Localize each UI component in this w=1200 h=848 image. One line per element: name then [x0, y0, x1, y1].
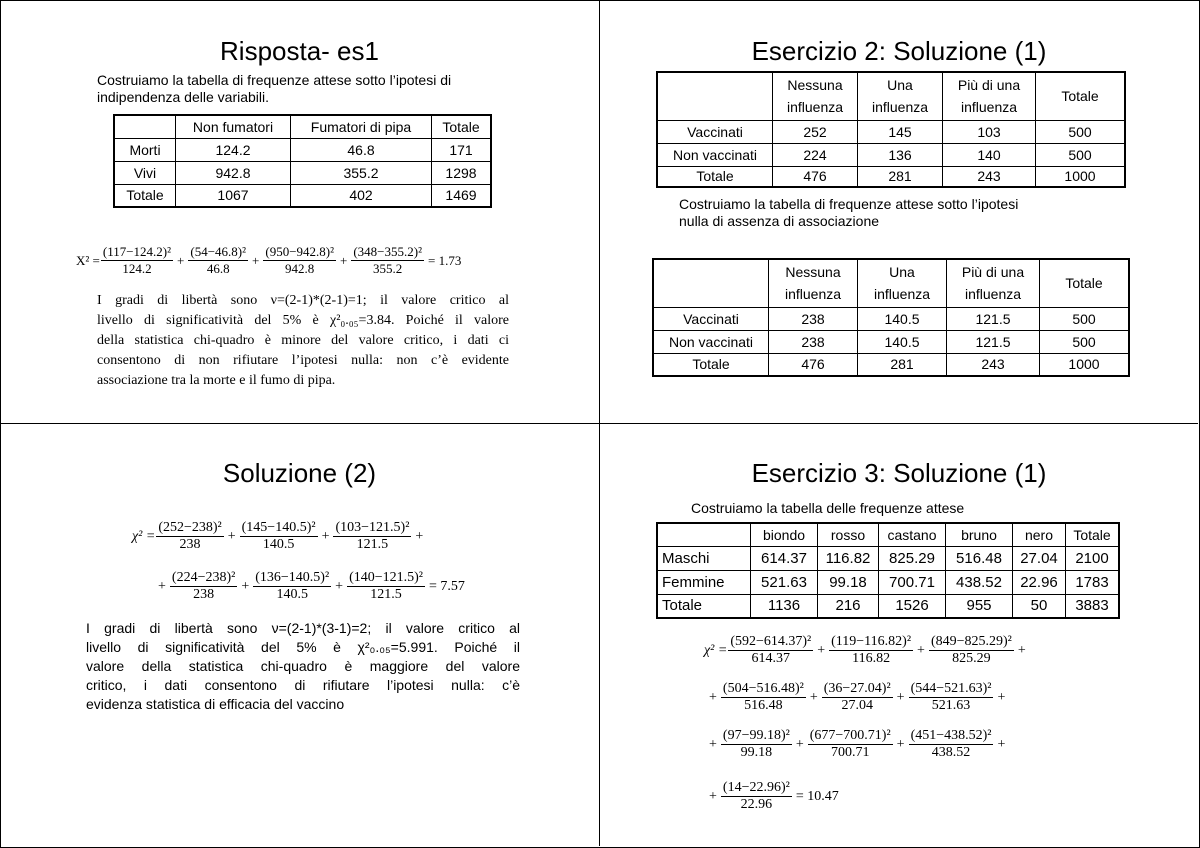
eq-plus: + — [997, 736, 1006, 752]
eq-num: (677−700.71)² — [809, 728, 891, 743]
table-header-row — [114, 115, 491, 138]
table-cell: 500 — [1036, 143, 1126, 166]
q4-equation-line-2 — [706, 681, 1008, 714]
text-line: Costruiamo la tabella di frequenze attese sotto l’ipotesi — [679, 196, 1019, 212]
q2-observed-table — [656, 71, 1126, 188]
paragraph-line: della statistica chi-quadro è minore del valore critico, i dati ci — [97, 333, 509, 348]
table-cell: 99.18 — [818, 570, 879, 594]
table-cell: 476 — [769, 353, 858, 376]
q1-intro — [97, 72, 537, 106]
table-cell: 252 — [773, 120, 858, 143]
table-cell: rosso — [818, 523, 879, 546]
paragraph-line: livello di significatività del 5% è χ²₀.₀₅=3.84. Poiché il valore — [97, 313, 509, 328]
table-cell: 140.5 — [858, 330, 947, 353]
eq-lhs: χ² = — [704, 642, 728, 658]
table-cell: Totale — [114, 184, 176, 207]
table-cell: 121.5 — [947, 330, 1040, 353]
eq-plus: + — [158, 578, 166, 594]
eq-den: 942.8 — [285, 261, 315, 276]
q3-equation-line-1 — [132, 520, 426, 553]
eq-den: 27.04 — [841, 698, 873, 713]
eq-fraction — [909, 681, 994, 714]
table-cell: Vaccinati — [653, 307, 769, 330]
table-row — [653, 330, 1129, 353]
eq-num: (849−825.29)² — [930, 634, 1012, 649]
eq-plus: + — [709, 736, 717, 752]
table-cell: 171 — [432, 138, 492, 161]
table-header-row — [653, 259, 1129, 307]
eq-fraction — [333, 520, 411, 553]
eq-plus: + — [817, 642, 826, 658]
table-cell: Totale — [1040, 259, 1130, 307]
table-cell: 121.5 — [947, 307, 1040, 330]
table-cell: 825.29 — [879, 546, 946, 570]
eq-lhs: χ² = — [132, 528, 156, 544]
table-header-row — [657, 523, 1119, 546]
table-cell: 614.37 — [751, 546, 818, 570]
eq-plus: + — [335, 578, 344, 594]
eq-fraction — [188, 244, 248, 277]
paragraph-line: consentono di non rifiutare l’ipotesi nulla: non c’è evidente — [97, 353, 509, 368]
eq-den: 825.29 — [952, 651, 991, 666]
table-cell: 1783 — [1066, 570, 1120, 594]
eq-num: (14−22.96)² — [722, 780, 790, 795]
eq-fraction — [101, 244, 173, 277]
table-cell: 124.2 — [176, 138, 291, 161]
table-cell: nero — [1013, 523, 1066, 546]
table-cell: 281 — [858, 166, 943, 187]
eq-den: 121.5 — [356, 537, 389, 552]
table-cell: 238 — [769, 330, 858, 353]
table-cell: Non vaccinati — [657, 143, 773, 166]
table-cell: Vivi — [114, 161, 176, 184]
table-cell: 136 — [858, 143, 943, 166]
table-cell: 1469 — [432, 184, 492, 207]
table-cell: 942.8 — [176, 161, 291, 184]
table-cell: 243 — [943, 166, 1036, 187]
table-cell: 3883 — [1066, 594, 1120, 618]
table-cell: Totale — [657, 166, 773, 187]
eq-num: (103−121.5)² — [335, 520, 410, 535]
eq-plus: + — [896, 689, 905, 705]
eq-num: (451−438.52)² — [910, 728, 992, 743]
table-cell: 224 — [773, 143, 858, 166]
eq-num: (592−614.37)² — [730, 634, 812, 649]
eq-fraction — [156, 520, 223, 553]
table-cell: 1067 — [176, 184, 291, 207]
table-cell: 103 — [943, 120, 1036, 143]
eq-result: = 10.47 — [795, 788, 839, 804]
eq-fraction — [728, 634, 813, 667]
eq-den: 238 — [193, 587, 215, 602]
eq-den: 238 — [179, 537, 201, 552]
q4-equation-line-3 — [706, 728, 1008, 761]
table-cell: 1000 — [1036, 166, 1126, 187]
table-cell: Totale — [653, 353, 769, 376]
table-cell: 50 — [1013, 594, 1066, 618]
q3-equation-line-2 — [155, 570, 468, 603]
q1-intro-line: Costruiamo la tabella di frequenze attese sotto l’ipotesi di — [97, 72, 452, 88]
table-cell: 281 — [858, 353, 947, 376]
eq-fraction — [929, 634, 1014, 667]
table-cell: 516.48 — [946, 546, 1013, 570]
table-cell: Vaccinati — [657, 120, 773, 143]
q1-conclusion — [97, 291, 509, 391]
eq-plus: + — [709, 788, 717, 804]
table-cell: 521.63 — [751, 570, 818, 594]
eq-fraction — [822, 681, 893, 714]
eq-fraction — [263, 244, 336, 277]
table-row — [657, 143, 1125, 166]
eq-plus: + — [809, 689, 818, 705]
horizontal-divider — [0, 423, 1198, 424]
table-cell: 22.96 — [1013, 570, 1066, 594]
paragraph-line: associazione tra la morte e il fumo di pipa. — [97, 373, 336, 388]
eq-num: (140−121.5)² — [349, 570, 423, 585]
table-row — [657, 546, 1119, 570]
table-header-row — [657, 72, 1125, 120]
eq-den: 614.37 — [751, 651, 791, 666]
eq-den: 46.8 — [206, 261, 230, 276]
eq-plus: + — [997, 689, 1006, 705]
q3-conclusion — [86, 619, 520, 714]
table-cell: 476 — [773, 166, 858, 187]
table-cell: 46.8 — [291, 138, 432, 161]
table-cell: 140 — [943, 143, 1036, 166]
eq-num: (36−27.04)² — [823, 681, 891, 696]
table-row — [653, 353, 1129, 376]
eq-den: 121.5 — [370, 587, 402, 602]
table-cell: Maschi — [657, 546, 751, 570]
paragraph-line: evidenza statistica di efficacia del vaccino — [86, 696, 345, 712]
table-cell — [657, 523, 751, 546]
eq-fraction — [253, 570, 331, 603]
table-cell: 402 — [291, 184, 432, 207]
table-cell: Totale — [1036, 72, 1126, 120]
eq-num: (224−238)² — [171, 570, 236, 585]
eq-den: 124.2 — [122, 261, 152, 276]
eq-num: (119−116.82)² — [831, 634, 912, 649]
table-cell: 500 — [1036, 120, 1126, 143]
paragraph-line: I gradi di libertà sono ν=(2-1)*(3-1)=2; il valore critico al — [86, 620, 520, 636]
table-cell: 216 — [818, 594, 879, 618]
table-row — [657, 594, 1119, 618]
eq-plus: + — [795, 736, 804, 752]
q2-expected-table — [652, 258, 1130, 377]
eq-num: (348−355.2)² — [353, 244, 422, 259]
table-row — [114, 184, 491, 207]
table-cell: 145 — [858, 120, 943, 143]
table-cell: Fumatori di pipa — [291, 115, 432, 138]
table-cell: 116.82 — [818, 546, 879, 570]
eq-fraction — [347, 570, 425, 603]
table-row — [657, 166, 1125, 187]
eq-num: (504−516.48)² — [722, 681, 804, 696]
table-cell: bruno — [946, 523, 1013, 546]
table-row — [657, 120, 1125, 143]
eq-fraction — [721, 681, 806, 714]
eq-den: 99.18 — [740, 745, 773, 760]
eq-result: = 7.57 — [428, 578, 465, 594]
table-cell: Totale — [1066, 523, 1120, 546]
q4-title: Esercizio 3: Soluzione (1) — [751, 458, 1047, 488]
q2-mid-text — [679, 196, 1099, 230]
eq-den: 700.71 — [830, 745, 870, 760]
paragraph-line: critico, i dati consentono di rifiutare l’ipotesi nulla: c’è — [86, 677, 520, 693]
q4-expected-table — [656, 522, 1120, 619]
q4-equation-line-1 — [704, 634, 1029, 667]
eq-plus: + — [177, 252, 185, 268]
table-cell: 140.5 — [858, 307, 947, 330]
eq-num: (950−942.8)² — [265, 244, 334, 259]
eq-lhs: X² = — [76, 252, 100, 268]
eq-den: 516.48 — [744, 698, 783, 713]
eq-plus: + — [252, 252, 260, 268]
table-cell: 438.52 — [946, 570, 1013, 594]
eq-plus: + — [415, 528, 424, 544]
q1-title: Risposta- es1 — [220, 36, 379, 66]
table-cell: 500 — [1040, 307, 1130, 330]
table-cell: Nessuna influenza — [773, 72, 858, 120]
table-cell: Totale — [657, 594, 751, 618]
eq-fraction — [721, 728, 792, 761]
eq-plus: + — [340, 252, 348, 268]
table-cell — [114, 115, 176, 138]
table-cell — [653, 259, 769, 307]
eq-den: 22.96 — [740, 797, 773, 812]
table-cell: 1526 — [879, 594, 946, 618]
table-cell — [657, 72, 773, 120]
table-cell: Una influenza — [858, 72, 943, 120]
table-cell: Non fumatori — [176, 115, 291, 138]
eq-plus: + — [917, 642, 925, 658]
eq-den: 355.2 — [373, 261, 403, 276]
table-cell: Femmine — [657, 570, 751, 594]
table-cell: Nessuna influenza — [769, 259, 858, 307]
table-cell: biondo — [751, 523, 818, 546]
table-row — [114, 161, 491, 184]
paragraph-line: livello di significatività del 5% è χ²₀.₀₅=5.991. Poiché il — [86, 639, 520, 655]
q2-title: Esercizio 2: Soluzione (1) — [751, 36, 1047, 66]
eq-den: 140.5 — [262, 537, 295, 552]
table-cell: 2100 — [1066, 546, 1120, 570]
eq-den: 140.5 — [276, 587, 308, 602]
eq-plus: + — [321, 528, 330, 544]
table-row — [657, 570, 1119, 594]
eq-fraction — [909, 728, 994, 761]
table-cell: 243 — [947, 353, 1040, 376]
q3-title: Soluzione (2) — [222, 458, 377, 488]
table-cell: Una influenza — [858, 259, 947, 307]
table-cell: 500 — [1040, 330, 1130, 353]
table-cell: Totale — [432, 115, 492, 138]
eq-fraction — [170, 570, 237, 603]
table-cell: Non vaccinati — [653, 330, 769, 353]
eq-num: (544−521.63)² — [910, 681, 992, 696]
eq-den: 438.52 — [931, 745, 971, 760]
eq-num: (136−140.5)² — [255, 570, 330, 585]
q4-intro: Costruiamo la tabella delle frequenze attese — [691, 500, 965, 516]
eq-num: (117−124.2)² — [102, 244, 172, 259]
q4-equation-line-4 — [706, 780, 842, 813]
table-cell: Più di una influenza — [943, 72, 1036, 120]
eq-plus: + — [227, 528, 236, 544]
paragraph-line: valore della statistica chi-quadro è maggiore del valore — [86, 658, 520, 674]
text-line: nulla di assenza di associazione — [679, 213, 880, 229]
eq-fraction — [351, 244, 424, 277]
table-cell: 1000 — [1040, 353, 1130, 376]
eq-plus: + — [896, 736, 905, 752]
table-cell: 1298 — [432, 161, 492, 184]
eq-num: (97−99.18)² — [722, 728, 790, 743]
eq-fraction — [829, 634, 913, 667]
eq-fraction — [808, 728, 893, 761]
table-cell: 700.71 — [879, 570, 946, 594]
q1-chi-square-equation — [76, 244, 464, 277]
eq-plus: + — [709, 689, 717, 705]
eq-result: = 1.73 — [427, 252, 462, 268]
table-cell: castano — [879, 523, 946, 546]
eq-fraction — [240, 520, 318, 553]
table-cell: 1136 — [751, 594, 818, 618]
eq-plus: + — [1017, 642, 1026, 658]
table-row — [114, 138, 491, 161]
table-cell: 27.04 — [1013, 546, 1066, 570]
q1-expected-table — [113, 114, 492, 208]
table-cell: 238 — [769, 307, 858, 330]
table-cell: Più di una influenza — [947, 259, 1040, 307]
eq-den: 116.82 — [852, 651, 891, 666]
paragraph-line: I gradi di libertà sono ν=(2-1)*(2-1)=1; il valore critico al — [97, 293, 509, 308]
table-cell: Morti — [114, 138, 176, 161]
eq-num: (54−46.8)² — [190, 244, 247, 259]
table-cell: 355.2 — [291, 161, 432, 184]
table-row — [653, 307, 1129, 330]
table-cell: 955 — [946, 594, 1013, 618]
eq-num: (145−140.5)² — [241, 520, 316, 535]
eq-num: (252−238)² — [158, 520, 222, 535]
eq-den: 521.63 — [931, 698, 971, 713]
eq-plus: + — [241, 578, 250, 594]
q1-intro-line: indipendenza delle variabili. — [97, 89, 270, 105]
eq-fraction — [721, 780, 792, 813]
